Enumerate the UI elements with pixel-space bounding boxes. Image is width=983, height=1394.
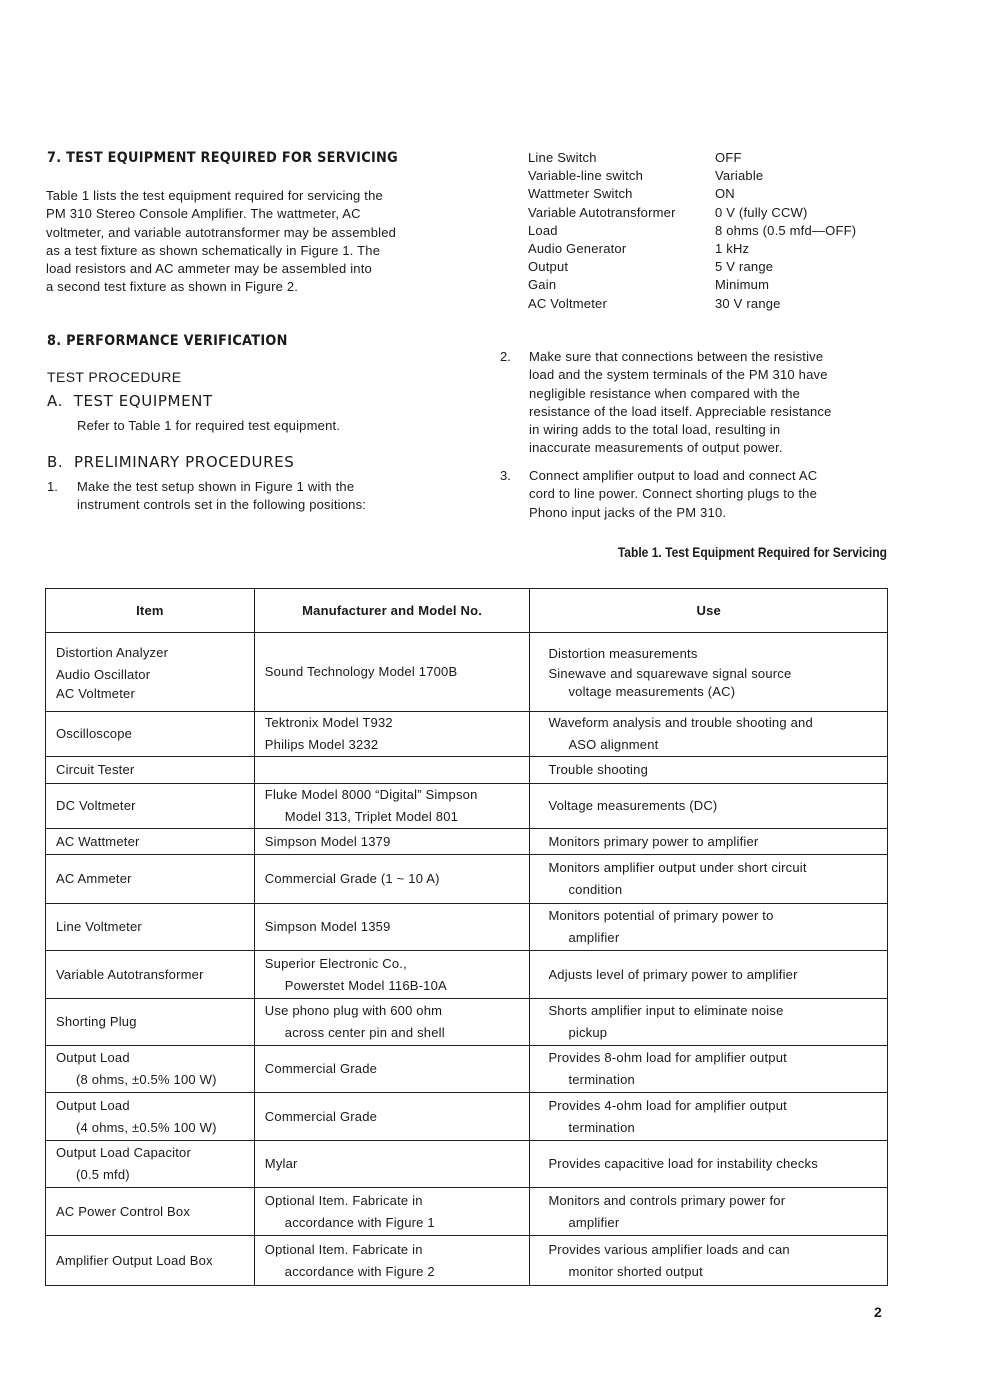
setting-name: Variable-line switch — [528, 168, 644, 184]
item-line: Output Load — [56, 1050, 130, 1065]
paragraph-line: load and the system terminals of the PM 310 have — [529, 367, 828, 383]
table-row — [46, 999, 888, 1046]
setting-value: ON — [715, 186, 735, 202]
cell-item: Amplifier Output Load Box — [46, 1236, 255, 1286]
cell-use — [530, 1236, 888, 1286]
item-line: Distortion Analyzer — [56, 645, 169, 660]
setting-value: OFF — [715, 150, 742, 165]
cell-use — [530, 1046, 888, 1093]
setting-row — [528, 240, 856, 258]
table-row — [46, 712, 888, 757]
mfr-line: Superior Electronic Co., — [264, 955, 407, 971]
cell-use: Provides capacitive load for instability checks — [530, 1141, 888, 1188]
cell-manufacturer — [254, 757, 530, 784]
cell-use — [530, 712, 888, 757]
table-row — [46, 633, 888, 712]
paragraph-line: resistance of the load itself. Appreciable resistance — [529, 403, 832, 419]
use-line: Sinewave and squarewave signal source — [548, 666, 792, 681]
use-line: pickup — [568, 1025, 608, 1040]
cell-manufacturer — [254, 712, 530, 757]
use-line: ASO alignment — [568, 737, 659, 752]
use-line: amplifier — [568, 930, 620, 945]
section-7-paragraph — [46, 187, 430, 297]
cell-manufacturer — [254, 951, 530, 999]
paragraph-line: Table 1 lists the test equipment required for servicing the — [46, 188, 383, 203]
use-line: voltage measurements (AC) — [568, 684, 736, 699]
control-settings-list — [528, 149, 856, 313]
setting-name: Variable Autotransformer — [528, 204, 676, 220]
subsection-a-text: Refer to Table 1 for required test equipment. — [77, 418, 341, 433]
use-line: Monitors and controls primary power for — [548, 1192, 786, 1208]
test-procedure-label: TEST PROCEDURE — [47, 369, 182, 385]
table-row — [46, 1093, 888, 1141]
item-line: Audio Oscillator — [56, 667, 151, 682]
cell-manufacturer: Sound Technology Model 1700B — [254, 633, 530, 712]
cell-item: AC Ammeter — [46, 855, 255, 904]
step-3-text — [529, 467, 885, 522]
table-row — [46, 1141, 888, 1188]
column-header-manufacturer: Manufacturer and Model No. — [254, 589, 530, 633]
cell-manufacturer — [254, 1236, 530, 1286]
setting-value: 30 V range — [715, 295, 781, 311]
cell-use — [530, 1188, 888, 1236]
setting-name: Audio Generator — [528, 241, 627, 257]
use-line: Shorts amplifier input to eliminate noise — [548, 1003, 784, 1018]
setting-row — [528, 167, 856, 185]
cell-item — [46, 633, 255, 712]
cell-item — [46, 1046, 255, 1093]
section-7-heading: 7. TEST EQUIPMENT REQUIRED FOR SERVICING — [47, 150, 398, 166]
setting-name: Line Switch — [528, 150, 597, 165]
table-row — [46, 1236, 888, 1286]
table-row — [46, 784, 888, 829]
paragraph-line: as a test fixture as shown schematically in Figure 1. The — [46, 242, 381, 258]
use-line: Waveform analysis and trouble shooting and — [548, 715, 813, 730]
cell-use: Adjusts level of primary power to amplifier — [530, 951, 888, 999]
cell-manufacturer: Mylar — [254, 1141, 530, 1188]
setting-value: 0 V (fully CCW) — [715, 204, 808, 220]
use-line: monitor shorted output — [568, 1263, 703, 1279]
column-header-item: Item — [46, 589, 255, 633]
cell-use: Voltage measurements (DC) — [530, 784, 888, 829]
mfr-line: Tektronix Model T932 — [264, 715, 393, 730]
cell-use: Trouble shooting — [530, 757, 888, 784]
section-8-heading: 8. PERFORMANCE VERIFICATION — [47, 333, 288, 349]
step-2-number: 2. — [500, 349, 511, 364]
paragraph-line: instrument controls set in the following positions: — [77, 497, 367, 513]
cell-item — [46, 1093, 255, 1141]
setting-name: Wattmeter Switch — [528, 186, 633, 202]
setting-row — [528, 258, 856, 276]
page-number: 2 — [874, 1304, 882, 1320]
setting-row — [528, 222, 856, 240]
use-line: termination — [568, 1119, 635, 1135]
column-header-use: Use — [530, 589, 888, 633]
setting-row — [528, 149, 856, 167]
cell-item: Line Voltmeter — [46, 904, 255, 951]
mfr-line: across center pin and shell — [284, 1025, 445, 1040]
setting-name: Output — [528, 259, 569, 275]
use-line: condition — [568, 882, 623, 897]
subsection-b-heading: B. PRELIMINARY PROCEDURES — [47, 453, 295, 471]
table-row — [46, 829, 888, 855]
setting-value: 8 ohms (0.5 mfd—OFF) — [715, 222, 857, 238]
item-line: Output Load — [56, 1097, 130, 1113]
cell-use — [530, 1093, 888, 1141]
paragraph-line: cord to line power. Connect shorting plugs to the — [529, 486, 818, 502]
cell-manufacturer: Simpson Model 1379 — [254, 829, 530, 855]
paragraph-line: inaccurate measurements of output power. — [529, 440, 783, 456]
use-line: Distortion measurements — [548, 646, 698, 661]
use-line: Monitors amplifier output under short circuit — [548, 860, 807, 875]
mfr-line: Model 313, Triplet Model 801 — [284, 809, 459, 824]
subsection-a-heading: A. TEST EQUIPMENT — [47, 392, 213, 410]
cell-use — [530, 855, 888, 904]
setting-name: Load — [528, 222, 558, 238]
cell-item — [46, 1141, 255, 1188]
cell-use — [530, 633, 888, 712]
setting-name: AC Voltmeter — [528, 295, 607, 311]
use-line: Provides 4-ohm load for amplifier output — [548, 1097, 787, 1113]
cell-manufacturer — [254, 784, 530, 829]
cell-item: Oscilloscope — [46, 712, 255, 757]
cell-use: Monitors primary power to amplifier — [530, 829, 888, 855]
cell-manufacturer — [254, 999, 530, 1046]
cell-item: AC Wattmeter — [46, 829, 255, 855]
use-line: Provides various amplifier loads and can — [548, 1241, 790, 1257]
setting-value: 1 kHz — [715, 241, 750, 257]
cell-use — [530, 904, 888, 951]
cell-manufacturer: Commercial Grade — [254, 1046, 530, 1093]
mfr-line: accordance with Figure 2 — [284, 1263, 435, 1279]
mfr-line: accordance with Figure 1 — [284, 1214, 435, 1230]
mfr-line: Fluke Model 8000 “Digital” Simpson — [264, 787, 478, 802]
paragraph-line: in wiring adds to the total load, resulting in — [529, 422, 781, 438]
mfr-line: Optional Item. Fabricate in — [264, 1192, 423, 1208]
step-1-number: 1. — [47, 479, 58, 494]
item-line: (4 ohms, ±0.5% 100 W) — [76, 1119, 217, 1135]
setting-value: 5 V range — [715, 259, 774, 275]
setting-value: Variable — [715, 168, 764, 184]
paragraph-line: negligible resistance when compared with the — [529, 385, 801, 401]
cell-manufacturer: Commercial Grade — [254, 1093, 530, 1141]
mfr-line: Powerstet Model 116B-10A — [284, 977, 447, 993]
step-2-text — [529, 348, 885, 458]
table-row — [46, 951, 888, 999]
paragraph-line: voltmeter, and variable autotransformer may be assembled — [46, 224, 397, 240]
use-line: Provides 8-ohm load for amplifier output — [548, 1050, 787, 1065]
item-line: Output Load Capacitor — [56, 1145, 192, 1160]
paragraph-line: Phono input jacks of the PM 310. — [529, 504, 727, 520]
table-row — [46, 1046, 888, 1093]
mfr-line: Philips Model 3232 — [264, 737, 379, 752]
cell-use — [530, 999, 888, 1046]
setting-value: Minimum — [715, 277, 770, 293]
item-line: (8 ohms, ±0.5% 100 W) — [76, 1072, 217, 1087]
setting-name: Gain — [528, 277, 557, 293]
cell-manufacturer — [254, 1188, 530, 1236]
cell-item: Shorting Plug — [46, 999, 255, 1046]
use-line: amplifier — [568, 1214, 620, 1230]
table-header-row — [46, 589, 888, 633]
cell-item: DC Voltmeter — [46, 784, 255, 829]
paragraph-line: Make the test setup shown in Figure 1 with the — [77, 479, 355, 494]
cell-manufacturer: Commercial Grade (1 ~ 10 A) — [254, 855, 530, 904]
setting-row — [528, 295, 856, 313]
paragraph-line: load resistors and AC ammeter may be assembled into — [46, 261, 372, 277]
item-line: (0.5 mfd) — [76, 1167, 130, 1182]
step-3-number: 3. — [500, 468, 511, 483]
table-row — [46, 904, 888, 951]
step-1-text — [77, 478, 431, 515]
paragraph-line: a second test fixture as shown in Figure 2. — [46, 279, 299, 295]
setting-row — [528, 276, 856, 294]
cell-item: AC Power Control Box — [46, 1188, 255, 1236]
mfr-line: Optional Item. Fabricate in — [264, 1241, 423, 1257]
use-line: termination — [568, 1072, 635, 1087]
paragraph-line: Connect amplifier output to load and connect AC — [529, 468, 818, 483]
equipment-table — [45, 588, 888, 1286]
mfr-line: Use phono plug with 600 ohm — [264, 1003, 443, 1018]
item-line: AC Voltmeter — [56, 686, 135, 701]
table-title: Table 1. Test Equipment Required for Servicing — [617, 544, 887, 560]
cell-item: Circuit Tester — [46, 757, 255, 784]
paragraph-line: PM 310 Stereo Console Amplifier. The wattmeter, AC — [46, 206, 361, 222]
table-row — [46, 855, 888, 904]
cell-manufacturer: Simpson Model 1359 — [254, 904, 530, 951]
paragraph-line: Make sure that connections between the resistive — [529, 349, 824, 364]
cell-item: Variable Autotransformer — [46, 951, 255, 999]
table-row — [46, 757, 888, 784]
use-line: Monitors potential of primary power to — [548, 908, 774, 923]
table-row — [46, 1188, 888, 1236]
setting-row — [528, 204, 856, 222]
setting-row — [528, 185, 856, 203]
